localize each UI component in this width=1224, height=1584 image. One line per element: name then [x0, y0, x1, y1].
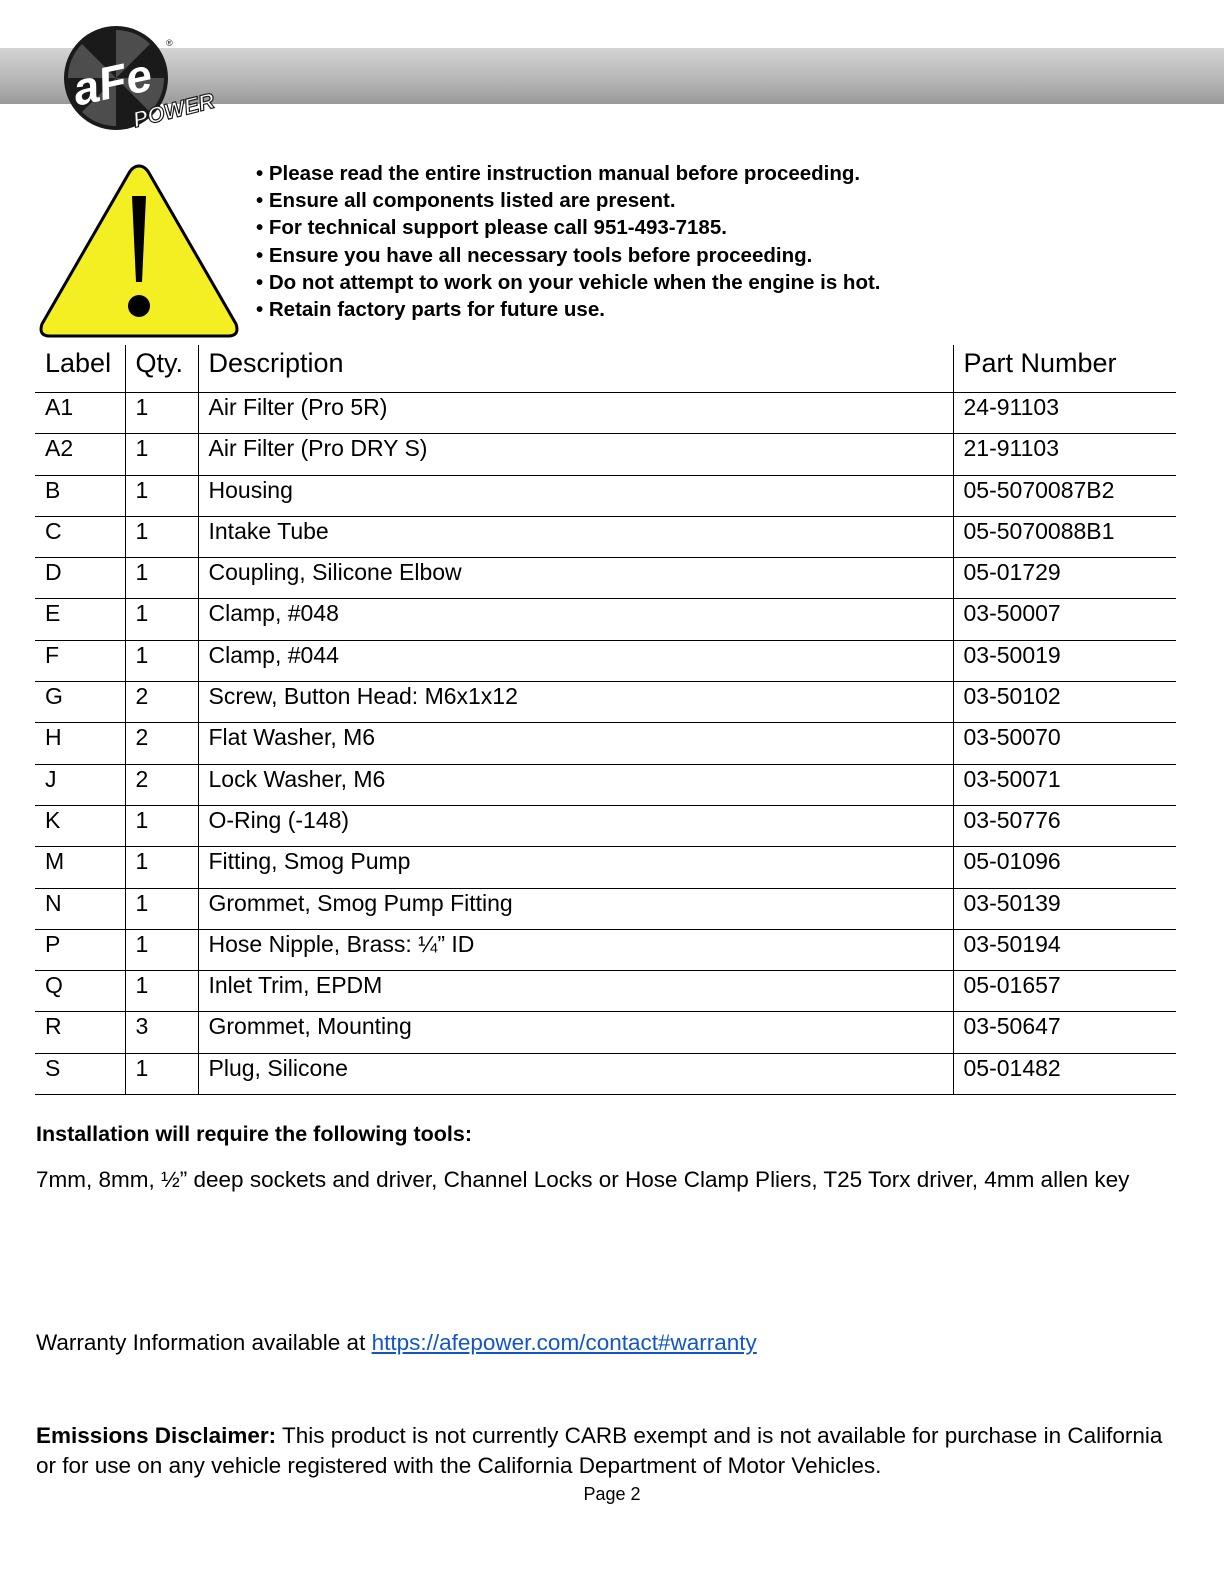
warranty-info [36, 1330, 757, 1356]
cell-part-number: 05-01657 [953, 971, 1176, 1012]
cell-qty: 3 [125, 1012, 198, 1053]
warranty-link[interactable]: https://afepower.com/contact#warranty [371, 1330, 757, 1355]
cell-qty: 1 [125, 434, 198, 475]
cell-label: B [35, 475, 125, 516]
cell-qty: 1 [125, 805, 198, 846]
header-qty: Qty. [125, 345, 198, 393]
cell-description: Hose Nipple, Brass: ¼” ID [198, 929, 953, 970]
cell-description: Coupling, Silicone Elbow [198, 558, 953, 599]
cell-description: Inlet Trim, EPDM [198, 971, 953, 1012]
warning-item: • Ensure all components listed are present. [256, 187, 881, 214]
disclaimer-text: This product is not currently CARB exempt and is not available for purchase in California or for use on any vehicle registered with the California Department of Motor Vehicles. [36, 1423, 1163, 1478]
cell-qty: 1 [125, 1053, 198, 1094]
emissions-disclaimer [36, 1421, 1186, 1481]
cell-part-number: 05-5070088B1 [953, 516, 1176, 557]
logo-text-afe: aFe [68, 48, 157, 116]
disclaimer-label: Emissions Disclaimer: [36, 1423, 277, 1448]
table-row [35, 393, 1176, 434]
cell-qty: 1 [125, 640, 198, 681]
cell-description: Fitting, Smog Pump [198, 847, 953, 888]
header-part-number: Part Number [953, 345, 1176, 393]
cell-description: Intake Tube [198, 516, 953, 557]
table-row [35, 558, 1176, 599]
cell-label: M [35, 847, 125, 888]
cell-qty: 1 [125, 393, 198, 434]
cell-label: K [35, 805, 125, 846]
cell-part-number: 03-50194 [953, 929, 1176, 970]
cell-description: Flat Washer, M6 [198, 723, 953, 764]
warning-item: • Ensure you have all necessary tools before proceeding. [256, 242, 881, 269]
tools-title: Installation will require the following tools: [36, 1122, 472, 1146]
cell-part-number: 03-50102 [953, 682, 1176, 723]
cell-part-number: 24-91103 [953, 393, 1176, 434]
cell-qty: 2 [125, 764, 198, 805]
parts-table-body [35, 393, 1176, 1095]
warning-item: • Please read the entire instruction manual before proceeding. [256, 160, 881, 187]
cell-label: J [35, 764, 125, 805]
header-label: Label [35, 345, 125, 393]
tools-text: 7mm, 8mm, ½” deep sockets and driver, Channel Locks or Hose Clamp Pliers, T25 Torx driver, 4mm allen key [36, 1167, 1130, 1192]
table-row [35, 847, 1176, 888]
cell-qty: 1 [125, 929, 198, 970]
cell-description: Clamp, #044 [198, 640, 953, 681]
table-row [35, 640, 1176, 681]
cell-qty: 1 [125, 971, 198, 1012]
table-row [35, 1053, 1176, 1094]
cell-qty: 2 [125, 682, 198, 723]
cell-description: Screw, Button Head: M6x1x12 [198, 682, 953, 723]
cell-description: Lock Washer, M6 [198, 764, 953, 805]
parts-table [35, 345, 1176, 1095]
cell-part-number: 03-50776 [953, 805, 1176, 846]
parts-table-header-row [35, 345, 1176, 393]
cell-description: Air Filter (Pro DRY S) [198, 434, 953, 475]
cell-label: H [35, 723, 125, 764]
cell-description: Plug, Silicone [198, 1053, 953, 1094]
cell-description: Grommet, Mounting [198, 1012, 953, 1053]
cell-label: A2 [35, 434, 125, 475]
afe-power-logo [62, 22, 242, 134]
cell-label: G [35, 682, 125, 723]
header-description: Description [198, 345, 953, 393]
warranty-prefix: Warranty Information available at [36, 1330, 372, 1355]
cell-part-number: 05-01096 [953, 847, 1176, 888]
cell-part-number: 03-50139 [953, 888, 1176, 929]
logo-text-power: POWER [130, 87, 217, 133]
table-row [35, 516, 1176, 557]
cell-label: S [35, 1053, 125, 1094]
cell-description: Air Filter (Pro 5R) [198, 393, 953, 434]
page-number: Page 2 [583, 1484, 641, 1504]
cell-part-number: 03-50019 [953, 640, 1176, 681]
table-row [35, 682, 1176, 723]
warning-item: • Retain factory parts for future use. [256, 296, 881, 323]
cell-label: A1 [35, 393, 125, 434]
logo-registered: ® [166, 38, 173, 48]
table-row [35, 888, 1176, 929]
cell-description: O-Ring (-148) [198, 805, 953, 846]
cell-label: Q [35, 971, 125, 1012]
table-row [35, 971, 1176, 1012]
cell-part-number: 03-50007 [953, 599, 1176, 640]
cell-label: C [35, 516, 125, 557]
cell-label: E [35, 599, 125, 640]
cell-part-number: 05-01729 [953, 558, 1176, 599]
warning-item: • Do not attempt to work on your vehicle when the engine is hot. [256, 269, 881, 296]
table-row [35, 599, 1176, 640]
cell-qty: 1 [125, 847, 198, 888]
table-row [35, 475, 1176, 516]
cell-qty: 1 [125, 888, 198, 929]
table-row [35, 764, 1176, 805]
cell-part-number: 03-50647 [953, 1012, 1176, 1053]
table-row [35, 434, 1176, 475]
cell-qty: 1 [125, 475, 198, 516]
cell-label: F [35, 640, 125, 681]
cell-label: R [35, 1012, 125, 1053]
safety-warnings-list [256, 160, 881, 323]
cell-part-number: 21-91103 [953, 434, 1176, 475]
cell-qty: 2 [125, 723, 198, 764]
cell-part-number: 03-50070 [953, 723, 1176, 764]
table-row [35, 929, 1176, 970]
cell-part-number: 03-50071 [953, 764, 1176, 805]
cell-description: Clamp, #048 [198, 599, 953, 640]
warning-item: • For technical support please call 951-493-7185. [256, 214, 881, 241]
table-row [35, 1012, 1176, 1053]
cell-part-number: 05-01482 [953, 1053, 1176, 1094]
cell-label: D [35, 558, 125, 599]
cell-qty: 1 [125, 558, 198, 599]
cell-qty: 1 [125, 599, 198, 640]
cell-part-number: 05-5070087B2 [953, 475, 1176, 516]
cell-label: N [35, 888, 125, 929]
warning-triangle-icon [36, 160, 242, 342]
table-row [35, 723, 1176, 764]
cell-description: Grommet, Smog Pump Fitting [198, 888, 953, 929]
cell-description: Housing [198, 475, 953, 516]
cell-label: P [35, 929, 125, 970]
table-row [35, 805, 1176, 846]
cell-qty: 1 [125, 516, 198, 557]
